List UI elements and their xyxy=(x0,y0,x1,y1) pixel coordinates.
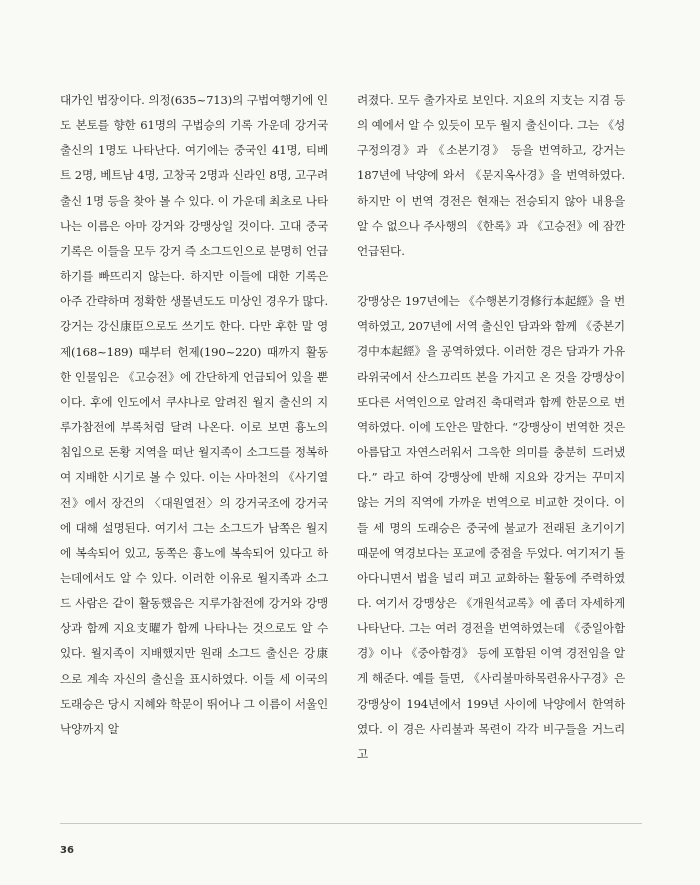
left-text-column xyxy=(60,88,328,742)
body-paragraph: 대가인 법장이다. 의정(635~713)의 구법여행기에 인도 본토를 향한 61명의 구법승의 기록 가운데 강거국 출신의 1명도 나타난다. 여기에는 중국인 41명, 티베트 2명, 베트남 4명, 고창국 2명과 신라인 8명, 고구려 출신 1명 등을 찾아 볼 수 있다. 이 가운데 최초로 나타나는 이름은 아마 강거와 강맹상일 것이다. 고대 중국기록은 이들을 모두 강거 즉 소그드인으로 분명히 언급하기를 빠뜨리지 않는다. 하지만 이들에 대한 기록은 아주 간략하며 정확한 생몰년도도 미상인 경우가 많다. 강거는 강신康臣으로도 쓰기도 한다. 다만 후한 말 영제(168~189) 때부터 헌제(190~220) 때까지 활동한 인물임은 《고승전》에 간단하게 언급되어 있을 뿐이다. 후에 인도에서 쿠샤나로 알려진 월지 출신의 지루가참전에 부록처럼 달려 나온다. 이로 보면 흉노의 침입으로 돈황 지역을 떠난 월지족이 소그드를 정복하여 지배한 시기로 볼 수 있다. 이는 사마천의 《사기열전》에서 장건의 〈대원열전〉의 강거국조에 강거국에 대해 설명된다. 여기서 그는 소그드가 남쪽은 월지에 복속되어 있고, 동쪽은 흉노에 복속되어 있다고 하는데에서도 알 수 있다. 이러한 이유로 월지족과 소그드 사람은 같이 활동했음은 지루가참전에 강거와 강맹상과 함께 지요支曜가 함께 나타나는 것으로도 알 수 있다. 월지족이 지배했지만 원래 소그드 출신은 강康으로 계속 자신의 출신을 표시하였다. 이들 세 이국의 도래승은 당시 지혜와 학문이 뛰어나 그 이름이 서울인 낙양까지 알 xyxy=(60,93,328,736)
footer-divider xyxy=(60,823,642,824)
right-text-column xyxy=(357,88,625,767)
page-number: 36 xyxy=(60,845,74,856)
body-paragraph: 려졌다. 모두 출가자로 보인다. 지요의 지支는 지겸 등의 예에서 알 수 있듯이 모두 월지 출신이다. 그는 《성구정의경》과 《소본기경》 등을 번역하고, 강거는 187년에 낙양에 와서 《문지옥사경》을 번역하였다. 하지만 이 번역 경전은 현재는 전승되지 않아 내용을 알 수 없으나 주사행의 《한록》과 《고승전》에 잠깐 언급된다. xyxy=(357,93,625,258)
body-paragraph: 강맹상은 197년에는 《수행본기경修行本起經》을 번역하였고, 207년에 서역 출신인 담과와 함께 《중본기경中本起經》을 공역하였다. 이러한 경은 담과가 가유라위국에서 산스끄리뜨 본을 가지고 온 것을 강맹상이 또다른 서역인으로 알려진 축대력과 함께 한문으로 번역하였다. 이에 도안은 말한다. “강맹상이 번역한 것은 아름답고 자연스러워서 그윽한 의미를 충분히 드러냈다.” 라고 하여 강맹상에 반해 지요와 강거는 꾸미지 않는 거의 직역에 가까운 번역으로 비교한 것이다. 이들 세 명의 도래승은 중국에 불교가 전래된 초기이기 때문에 역경보다는 포교에 중점을 두었다. 여기저기 돌아다니면서 법을 널리 펴고 교화하는 활동에 주력하였다. 여기서 강맹상은 《개원석교록》에 좀더 자세하게 나타난다. 그는 여러 경전을 번역하였는데 《중일아함경》이나 《중아함경》 등에 포함된 이역 경전임을 알게 해준다. 예를 들면, 《사리불마하목련유사구경》은 강맹상이 194년에서 199년 사이에 낙양에서 한역하였다. 이 경은 사리불과 목련이 각각 비구들을 거느리고 xyxy=(357,294,625,761)
